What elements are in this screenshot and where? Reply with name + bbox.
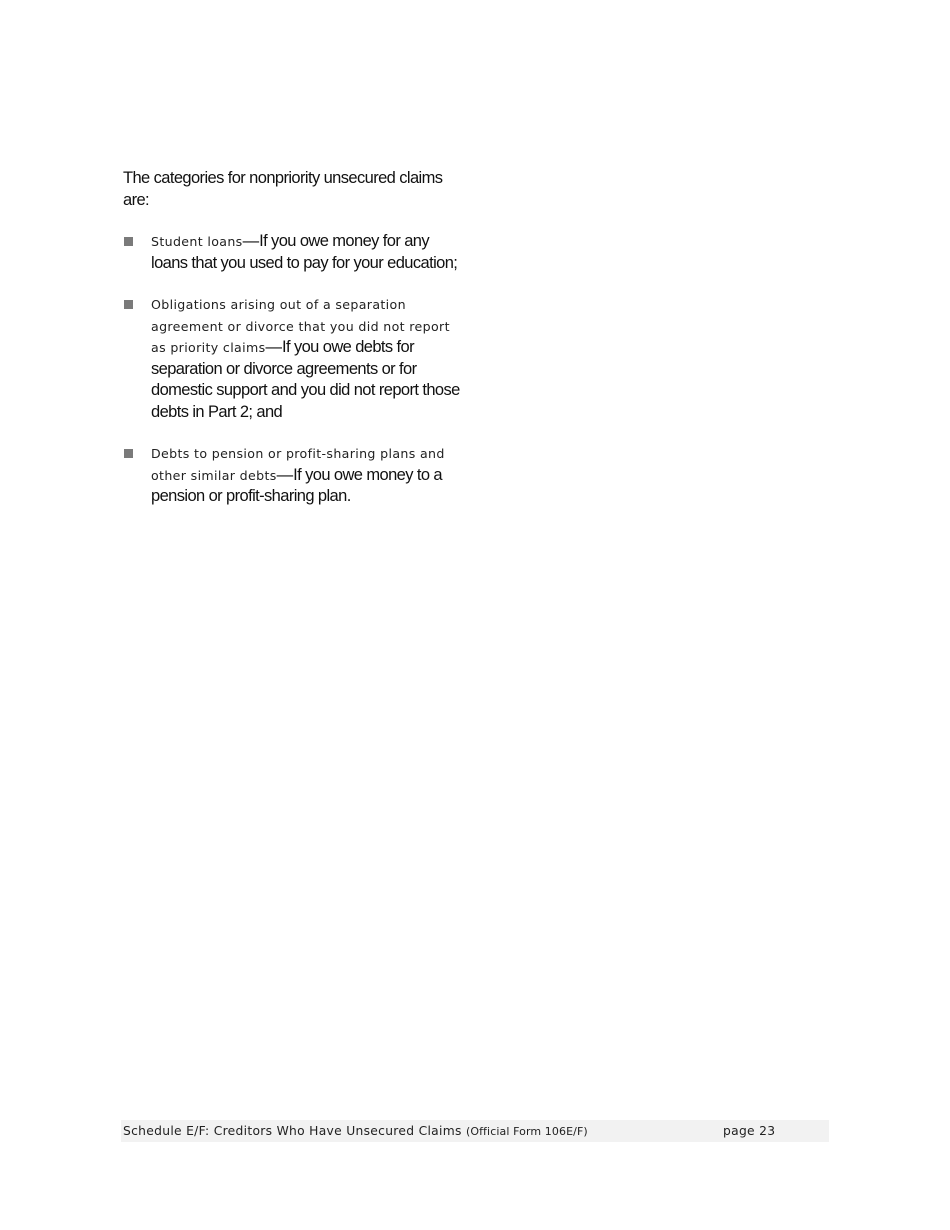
square-bullet-icon <box>124 300 133 309</box>
list-item <box>123 231 463 274</box>
category-description: If you owe money to a pension or profit-sharing plan. <box>151 465 442 505</box>
category-term: Student loans <box>151 234 243 249</box>
category-description: If you owe money for any loans that you used to pay for your education; <box>151 232 458 272</box>
category-term: Obligations arising out of a separation agreement or divorce that you did not report as priority claims <box>151 297 450 355</box>
intro-text: The categories for nonpriority unsecured claims are: <box>123 169 443 209</box>
em-dash: — <box>276 465 294 484</box>
square-bullet-icon <box>124 237 133 246</box>
category-list <box>123 231 463 528</box>
list-item <box>123 294 463 423</box>
list-item <box>123 443 463 508</box>
footer-title-text: Schedule E/F: Creditors Who Have Unsecured Claims <box>123 1124 462 1138</box>
category-term: Debts to pension or profit-sharing plans and other similar debts <box>151 446 445 483</box>
page-number: page 23 <box>723 1124 776 1138</box>
footer-form-number: (Official Form 106E/F) <box>465 1125 588 1138</box>
em-dash: — <box>265 338 282 356</box>
footer-title <box>123 1124 588 1138</box>
em-dash: — <box>242 232 260 250</box>
square-bullet-icon <box>124 449 133 458</box>
category-description: If you owe debts for separation or divorce agreements or for domestic support and you did not report those debts in Part 2; and <box>151 338 460 421</box>
page-footer <box>121 1120 829 1142</box>
